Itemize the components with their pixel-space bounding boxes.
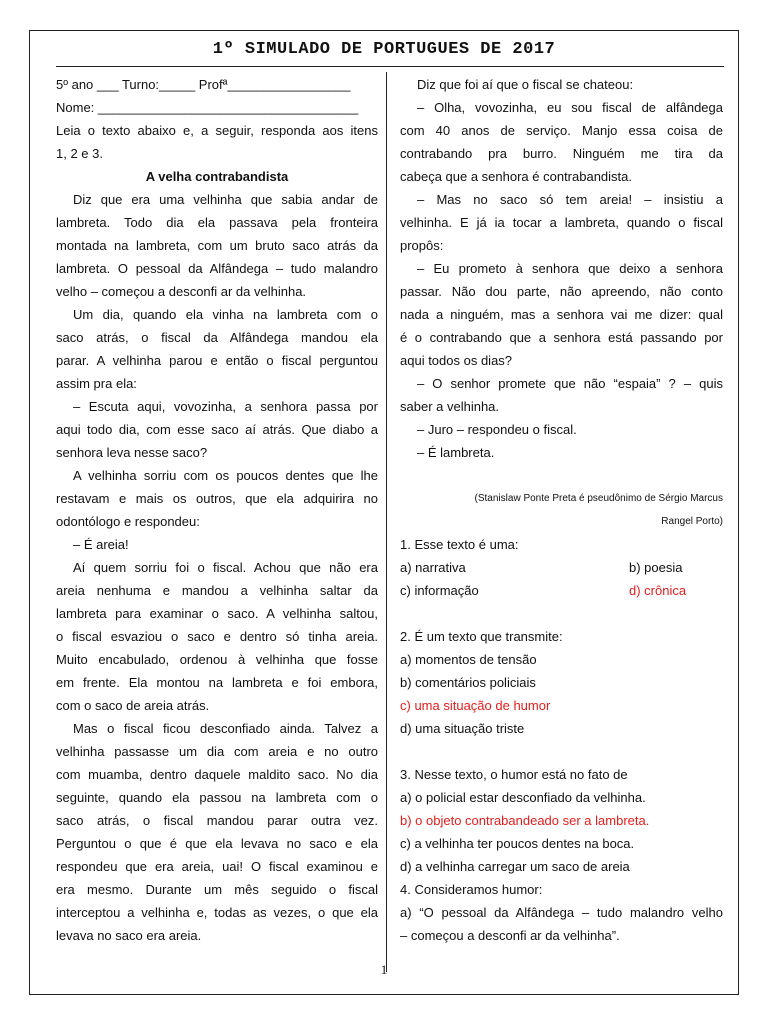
story-line: Muito encabulado, ordenou à velhinha que fosse (56, 652, 378, 667)
story-line: – Juro – respondeu o fiscal. (417, 422, 577, 437)
story-line: odontólogo e respondeu: (56, 514, 200, 529)
question-1-option-b[interactable]: b) poesia (629, 560, 683, 575)
story-line: saco atrás, o fiscal da Alfândega mandou ela (56, 330, 378, 345)
story-line: – Olha, vovozinha, eu sou fiscal de alfândega (417, 100, 723, 115)
story-line: levava no saco era areia. (56, 928, 202, 943)
story-line: – É areia! (73, 537, 129, 552)
instructions-line: Leia o texto abaixo e, a seguir, responda aos itens (56, 123, 378, 138)
story-line: contrabando pra burro. Ninguém me tira da (400, 146, 723, 161)
page-number: 1 (380, 962, 388, 977)
story-line: respondeu que era areia, uai! O fiscal examinou e (56, 859, 378, 874)
question-1-option-a[interactable]: a) narrativa (400, 560, 466, 575)
story-line: aqui todos os dias? (400, 353, 513, 368)
question-3-option-d[interactable]: d) a velhinha carregar um saco de areia (400, 859, 630, 874)
story-line: lambreta. Todo dia ela passava pela fronteira (56, 215, 378, 230)
story-line: é o contrabando que a senhora está passando por (400, 330, 723, 345)
story-line: saber a velhinha. (400, 399, 500, 414)
question-4-option-a-cont[interactable]: – começou a desconfi ar da velhinha”. (400, 928, 620, 943)
left-column (56, 73, 378, 947)
story-line: – Mas no saco só tem areia! – insistiu a (417, 192, 723, 207)
story-line: Mas o fiscal ficou desconfiado ainda. Talvez a (73, 721, 378, 736)
story-line: senhora leva nesse saco? (56, 445, 208, 460)
header-name-line: Nome: ____________________________________ (56, 100, 359, 115)
story-line: Um dia, quando ela vinha na lambreta com o (73, 307, 378, 322)
story-line: Aí quem sorriu foi o fiscal. Achou que não era (73, 560, 378, 575)
story-line: – É lambreta. (417, 445, 495, 460)
question-3-option-c[interactable]: c) a velhinha ter poucos dentes na boca. (400, 836, 635, 851)
question-1-option-c[interactable]: c) informação (400, 583, 479, 598)
question-4-prompt: 4. Consideramos humor: (400, 882, 543, 897)
spacer (400, 602, 723, 625)
question-4-option-a[interactable]: a) “O pessoal da Alfândega – tudo malandro velho (400, 905, 723, 920)
title-underline (56, 66, 724, 67)
story-line: lambreta. O pessoal da Alfândega – tudo malandro (56, 261, 378, 276)
story-title: A velha contrabandista (145, 169, 289, 184)
story-line: restavam e mais os outros, que ela adquirira no (56, 491, 378, 506)
column-divider (386, 72, 387, 972)
story-line: propôs: (400, 238, 444, 253)
story-line: em frente. Ela montou na lambreta e foi embora, (56, 675, 378, 690)
story-line: A velhinha sorriu com os poucos dentes que lhe (73, 468, 378, 483)
credit-line: Rangel Porto) (661, 516, 723, 527)
story-line: velhinha. E já ia tocar a lambreta, quando o fiscal (400, 215, 723, 230)
question-3-prompt: 3. Nesse texto, o humor está no fato de (400, 767, 628, 782)
story-line: montada na lambreta, com um bruto saco atrás da (56, 238, 378, 253)
question-1-row (400, 579, 723, 602)
story-line: com muamba, dentro daquele maldito saco. No dia (56, 767, 378, 782)
question-2-prompt: 2. É um texto que transmite: (400, 629, 563, 644)
story-line: – Escuta aqui, vovozinha, a senhora passa por (73, 399, 378, 414)
story-line: cabeça que a senhora é contrabandista. (400, 169, 633, 184)
question-1-prompt: 1. Esse texto é uma: (400, 537, 519, 552)
story-line: com 40 anos de serviço. Manjo essa coisa de (400, 123, 723, 138)
question-3-option-b-answer[interactable]: b) o objeto contrabandeado ser a lambreta. (400, 813, 650, 828)
story-line: passar. Não dou parte, não apreendo, não conto (400, 284, 723, 299)
story-line: Perguntou o que é que ela levava no saco e ela (56, 836, 378, 851)
question-2-option-a[interactable]: a) momentos de tensão (400, 652, 537, 667)
story-line: Diz que foi aí que o fiscal se chateou: (417, 77, 634, 92)
story-line: Diz que era uma velhinha que sabia andar de (73, 192, 378, 207)
story-line: velhinha passasse um dia com areia e no outro (56, 744, 378, 759)
story-line: com o saco de areia atrás. (56, 698, 210, 713)
question-2-option-c-answer[interactable]: c) uma situação de humor (400, 698, 551, 713)
story-line: seguinte, quando ela passou na lambreta com o (56, 790, 378, 805)
page-title: 1º SIMULADO DE PORTUGUES DE 2017 (212, 40, 556, 59)
story-line: – Eu prometo à senhora que deixo a senhora (417, 261, 723, 276)
instructions-line: 1, 2 e 3. (56, 146, 103, 161)
question-1-row (400, 556, 723, 579)
story-line: aqui todo dia, com esse saco aí atrás. Que diabo a (56, 422, 378, 437)
story-line: nada a ninguém, mas a senhora vai me dizer: qual (400, 307, 723, 322)
story-line: parar. A velhinha parou e então o fiscal perguntou (56, 353, 378, 368)
spacer (400, 740, 723, 763)
story-line: interceptou a velhinha e, todas as vezes, o que ela (56, 905, 378, 920)
question-2-option-d[interactable]: d) uma situação triste (400, 721, 525, 736)
header-class-line: 5º ano ___ Turno:_____ Profª_________________ (56, 77, 351, 92)
story-line: areia nenhuma e mandou a velhinha saltar da (56, 583, 378, 598)
question-3-option-a[interactable]: a) o policial estar desconfiado da velhinha. (400, 790, 646, 805)
right-column (400, 73, 723, 947)
question-2-option-b[interactable]: b) comentários policiais (400, 675, 536, 690)
credit-line: (Stanislaw Ponte Preta é pseudônimo de Sérgio Marcus (474, 493, 723, 504)
story-line: lambreta para examinar o saco. A velhinha saltou, (56, 606, 378, 621)
question-1-option-d-answer[interactable]: d) crônica (629, 583, 687, 598)
story-line: era mesmo. Durante um mês seguido o fiscal (56, 882, 378, 897)
spacer (400, 464, 723, 487)
story-line: velho – começou a desconfi ar da velhinha. (56, 284, 307, 299)
story-line: o fiscal esvaziou o saco e dentro só tinha areia. (56, 629, 378, 644)
story-line: assim pra ela: (56, 376, 137, 391)
story-line: – O senhor promete que não “espaia” ? – quis (417, 376, 723, 391)
story-line: saco atrás, o fiscal mandou parar outra vez. (56, 813, 378, 828)
